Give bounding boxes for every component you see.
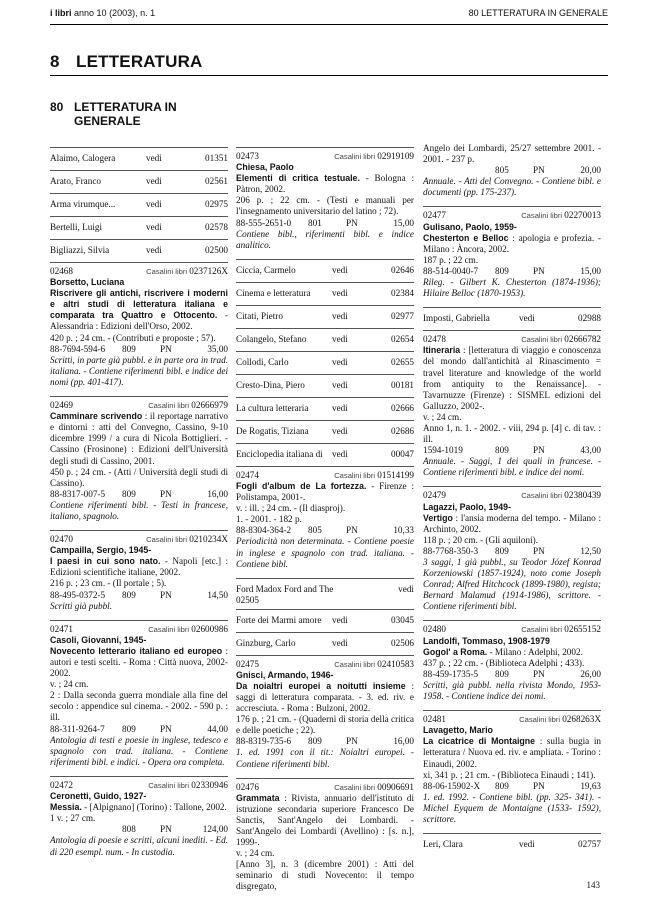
page-number: 143: [586, 880, 600, 890]
xref-entry[interactable]: Ciccia, Carmelo vedi 02646: [236, 259, 414, 282]
chapter-heading: 8 LETTERATURA: [50, 52, 203, 71]
running-section: 80 LETTERATURA IN GENERALE: [468, 8, 608, 18]
xref-entry[interactable]: Ginzburg, Carlo vedi 02506: [236, 632, 414, 655]
record-02477: 02477 Casalini libri 02270013 Gulisano, Paolo, 1959- Chesterton e Belloc : apologia e profezia. - Milano : Àncora, 2002. 187 p. ; 22 cm. 88-514-0040-7 809 PN 15,00 Rileg. - Gilbert K. Chesterton (1874-1936); Hilaire Belloc (1870-1953).: [423, 206, 601, 307]
xref-entry[interactable]: Citati, Pietro vedi 02977: [236, 305, 414, 328]
record-02475: 02475 Casalini libri 02410583 Gnisci, Armando, 1946- Da noialtri europei a noitutti insieme : saggi di letteratura comparata. - 3. ed. riv. e accresciuta. - Roma : Bulzoni, 2002. 176 p. ; 21 cm. - (Quaderni di storia della critica e delle poetiche ; 22). 88-8319-735-6 809 PN 16,00 1. ed. 1991 con il tit.: Noialtri europei. - Contiene riferimenti bibl.: [236, 655, 414, 778]
record-02470: 02470 Casalini libri 0210234X Campailla, Sergio, 1945- I paesi in cui sono nato. - Napoli [etc.] : Edizioni scientifiche italiane, 2002. 216 p. ; 23 cm. - (Il portale ; 5). 88-495-0372-5 809 PN 14,50 Scritti già pubbl.: [50, 530, 228, 620]
xref-entry[interactable]: Collodi, Carlo vedi 02655: [236, 351, 414, 374]
record-02473: 02473 Casalini libri 02919109 Chiesa, Paolo Elementi di critica testuale. - Bologna : Pàtron, 2002. 206 p. ; 22 cm. - (Testi e manuali per l'insegnamento universitario del latino ; 72). 88-555-2651-0 801 PN 15,00 Contiene bibl., riferimenti bibl. e indice analitico.: [236, 147, 414, 259]
column-2: [236, 147, 414, 901]
xref-entry[interactable]: Forte dei Marmi amore vedi 03045: [236, 609, 414, 632]
xref-entry[interactable]: Arato, Franco vedi 02561: [50, 170, 228, 193]
record-02468: 02468 Casalini libri 0237126X Borsetto, Luciana Riscrivere gli antichi, riscrivere i moderni e altri studi di letteratura italiana e comparata tra Quattro e Ottocento. - Alessandria : Edizioni dell'Orso, 2002. 420 p. ; 24 cm. - (Contributi e proposte ; 57). 88-7694-594-6 809 PN 35,00 Scritti, in parte già pubbl. e in parte ora in trad. italiana. - Contiene riferimenti bibl. e indice dei nomi (pp. 401-417).: [50, 262, 228, 396]
xref-entry[interactable]: Alaimo, Calogera vedi 01351: [50, 147, 228, 170]
record-02472: 02472 Casalini libri 02330946 Ceronetti, Guido, 1927- Messia. - [Alpignano] (Torino) : Tallone, 2002. 1 v. ; 27 cm. 808 PN 124,00 Antologia di poesie e scritti, alcuni inediti. - Ed. di 220 esempl. num. - In custodia.: [50, 776, 228, 866]
xref-entry[interactable]: Colangelo, Stefano vedi 02654: [236, 328, 414, 351]
record-02479: 02479 Casalini libri 02380439 Lagazzi, Paolo, 1949- Vertigo : l'ansia moderna del tempo. - Milano : Archinto, 2002. 118 p. ; 20 cm. - (Gli aquiloni). 88-7768-350-3 809 PN 12,50 3 saggi, 1 già pubbl., su Teodor Józef Konrad Korzeniowski (1857-1924), noto come Joseph Conrad; Alfred Hitchcock (1899-1980), regista; Bernard Malamud (1914-1986), scrittore. - Contiene riferimenti bibl.: [423, 486, 601, 620]
column-3: [423, 143, 601, 856]
xref-entry[interactable]: Ford Madox Ford and The vedi 02505: [236, 578, 414, 609]
record-02469: 02469 Casalini libri 02666979 Camminare scrivendo : il reportage narrativo e dintorni : atti del Convegno, Cassino, 9-10 dicembre 1999 / a cura di Nicola Bottiglieri. - Cassino (Frosinone) : Edizioni dell'Università degli studi di Cassino, 2001. 450 p. ; 24 cm. - (Atti / Università degli studi di Cassino). 88-8317-007-5 809 PN 16,00 Contiene riferimenti bibl. - Testi in francese, italiano, spagnolo.: [50, 396, 228, 530]
subsection-heading: 80 LETTERATURA IN GENERALE: [50, 100, 177, 128]
xref-entry[interactable]: Bertelli, Luigi vedi 02578: [50, 216, 228, 239]
xref-entry[interactable]: Bigliazzi, Silvia vedi 02500: [50, 239, 228, 262]
journal-issue: i libri anno 10 (2003), n. 1: [50, 8, 156, 18]
xref-entry[interactable]: Imposti, Gabriella vedi 02988: [423, 307, 601, 330]
header-rule: [50, 24, 608, 25]
xref-entry[interactable]: La cultura letteraria vedi 02666: [236, 397, 414, 420]
chapter-rule: [50, 75, 608, 76]
xref-entry[interactable]: Cinema e letteratura vedi 02384: [236, 282, 414, 305]
column-1: [50, 147, 228, 866]
xref-entry[interactable]: Leri, Clara vedi 02757: [423, 833, 601, 856]
record-02480: 02480 Casalini libri 02655152 Landolfi, Tommaso, 1908-1979 Gogol' a Roma. - Milano : Adelphi, 2002. 437 p. ; 22 cm. - (Biblioteca Adelphi ; 433). 88-459-1735-5 809 PN 26,00 Scritti, già pubbl. nella rivista Mondo, 1953-1958. - Contiene indice dei nomi.: [423, 620, 601, 710]
xref-entry[interactable]: Enciclopedia italiana di vedi 00047: [236, 443, 414, 466]
xref-entry[interactable]: Arma virumque... vedi 02975: [50, 193, 228, 216]
record-02476-continued: Angelo dei Lombardi, 25/27 settembre 2001. - 2001. - 237 p. 805 PN 20,00 Annuale. - Atti del Convegno. - Contiene bibl. e documenti (pp. 175-237).: [423, 143, 601, 198]
record-02476: 02476 Casalini libri 00906691 Grammata : Rivista, annuario dell'istituto di istruzione secondaria superiore Francesco De Sanctis, Sant'Angelo dei Lombardi. - Sant'Angelo dei Lombardi (Avellino) : [s. n.], 1999-. v. ; 24 cm. [Anno 3], n. 3 (dicembre 2001) : Atti del seminario di studi Novecento: il tempo disgregato,: [236, 778, 414, 901]
xref-entry[interactable]: De Rogatis, Tiziana vedi 02686: [236, 420, 414, 443]
running-header: [50, 8, 608, 22]
record-02481: 02481 Casalini libri 0268263X Lavagetto, Mario La cicatrice di Montaigne : sulla bugia in letteratura / Nuova ed. riv. e ampliata. - Torino : Einaudi, 2002. xi, 341 p. ; 21 cm. - (Biblioteca Einaudi ; 141). 88-06-15902-X 809 PN 19,63 1. ed. 1992. - Contiene bibl. (pp. 325- 341). - Michel Eyquem de Montaigne (1533- 1592), scrittore.: [423, 710, 601, 833]
record-02478: 02478 Casalini libri 02666782 Itineraria : [letteratura di viaggio e conoscenza del mondo dall'antichità al Rinascimento = travel literature and knowledge of the world from antiquity to the Renaissance]. - Tavarnuzze (Firenze) : SISMEL edizioni del Galluzzo, 2002-. v. ; 24 cm. Anno 1, n. 1. - 2002. - viii, 294 p. [4] c. di tav. : ill. 1594-1019 809 PN 43,00 Annuale. - Saggi, 1 dei quali in francese. - Contiene riferimenti bibl. e indice dei nomi.: [423, 330, 601, 486]
record-02474: 02474 Casalini libri 01514199 Fogli d'album de La fortezza. - Firenze : Polistampa, 2001-. v. : ill. ; 24 cm. - (Il diasproj). 1. - 2001. - 182 p. 88-8304-364-2 805 PN 10,33 Periodicità non determinata. - Contiene poesie in inglese e spagnolo con trad. italiana. - Contiene bibl.: [236, 466, 414, 578]
xref-entry[interactable]: Cresto-Dina, Piero vedi 00181: [236, 374, 414, 397]
record-02471: 02471 Casalini libri 02600986 Casoli, Giovanni, 1945- Novecento letterario italiano ed europeo : autori e testi scelti. - Roma : Città nuova, 2002-2002. v. ; 24 cm. 2 : Dalla seconda guerra mondiale alla fine del secolo : appendice sul cinema. - 2002. - 590 p. : ill. 88-311-9264-7 809 PN 44,00 Antologia di testi e poesie in inglese, tedesco e spagnolo con trad. italiana. - Contiene riferimenti bibl. e indici. - Opera ora completa.: [50, 620, 228, 776]
